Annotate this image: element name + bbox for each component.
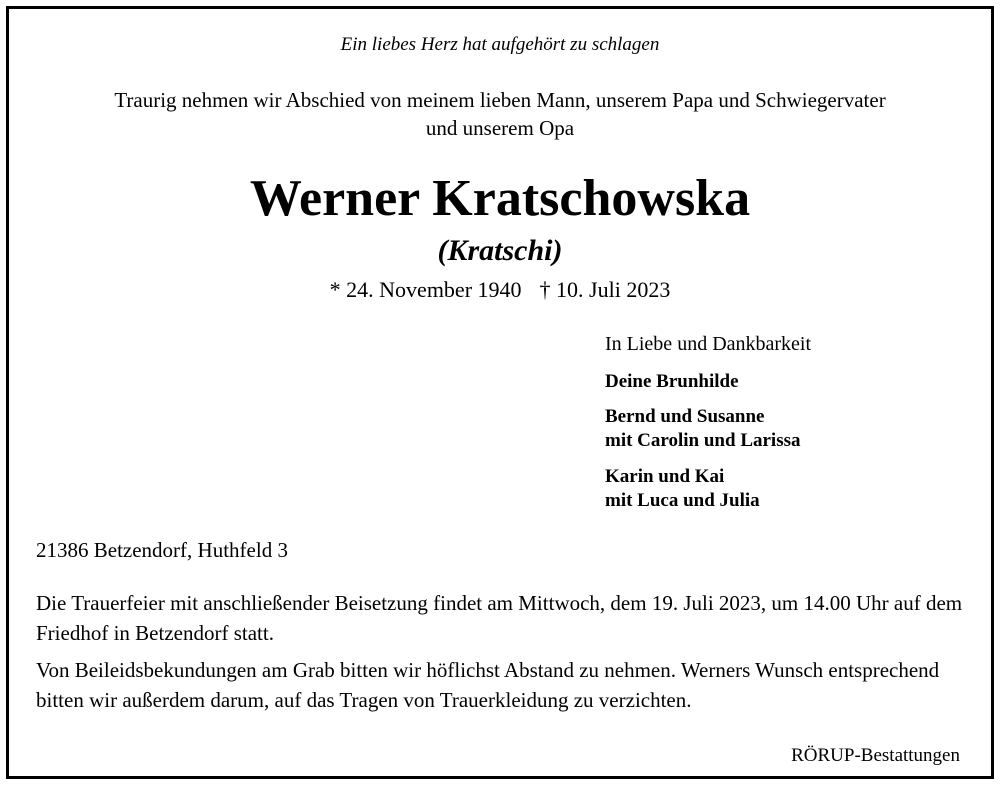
intro-line-1: Traurig nehmen wir Abschied von meinem lieben Mann, unserem Papa und Schwiegervater: [114, 88, 886, 112]
family-group-3: [605, 465, 760, 513]
family-line: Karin und Kai: [605, 466, 725, 487]
deceased-nickname: (Kratschi): [437, 234, 563, 267]
intro-line-2: und unserem Opa: [425, 116, 575, 140]
death-date: † 10. Juli 2023: [539, 277, 671, 302]
address: 21386 Betzendorf, Huthfeld 3: [36, 538, 288, 562]
family-line: Deine Brunhilde: [605, 371, 739, 392]
life-dates: [0, 277, 1000, 302]
funeral-info-paragraph: Die Trauerfeier mit anschließender Beisetzung findet am Mittwoch, dem 19. Juli 2023, um 14.00 Uhr auf dem Friedhof in Betzendorf statt.: [36, 591, 963, 645]
family-intro: In Liebe und Dankbarkeit: [605, 333, 812, 355]
deceased-name: Werner Kratschowska: [249, 170, 751, 227]
family-line: Bernd und Susanne: [605, 406, 765, 427]
birth-date: * 24. November 1940: [329, 277, 522, 302]
motto: Ein liebes Herz hat aufgehört zu schlagen: [340, 34, 660, 55]
condolence-request-paragraph: Von Beileidsbekundungen am Grab bitten wir höflichst Abstand zu nehmen. Werners Wunsch entsprechend bitten wir außerdem darum, auf das Tragen von Trauerkleidung zu verzichten.: [36, 658, 940, 712]
undertaker: RÖRUP-Bestattungen: [791, 745, 960, 766]
family-group-2: [605, 405, 801, 453]
family-line: mit Carolin und Larissa: [605, 430, 801, 451]
family-group-1: [605, 370, 739, 394]
family-line: mit Luca und Julia: [605, 490, 760, 511]
